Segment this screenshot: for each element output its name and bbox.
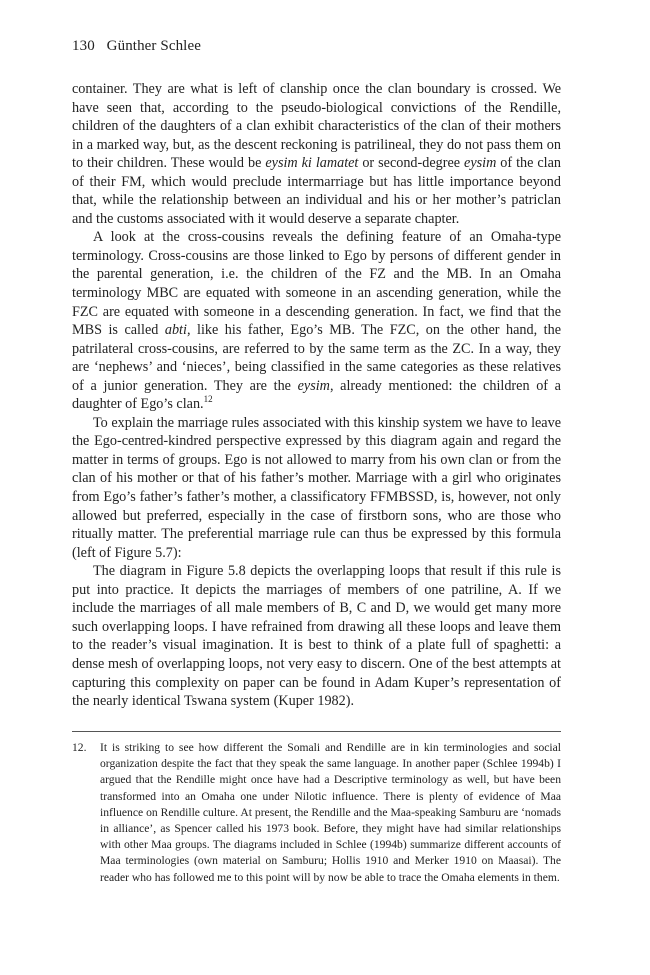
text-run: container. They are what is left of clanship once the clan boundary is crossed. We have seen that, according to the pseudo-biological convictions of the Rendille, children of the daughters of a clan exhibit characteristics of the clan of their mothers in a marked way, but, as the descent reckoning is patrilineal, they do not pass them on to their children. These would be xyxy=(72,81,561,172)
footnote-number: 12. xyxy=(72,741,87,754)
text-run: To explain the marriage rules associated with this kinship system we have to leave the Ego-centred-kindred perspective expressed by this diagram again and regard the matter in terms of groups. Ego is not allowed to marry from his own clan or from the clan of his mother or that of his father’s mother. Marriage with a girl who originates from Ego’s father’s father’s mother, a classificatory FFMBSSD, is, however, not only allowed but preferred, especially in the case of firstborn sons, who are those who ritually matter. The preferential marriage rule can thus be expressed by this formula (left of Figure 5.7): xyxy=(72,414,561,561)
footnote-separator xyxy=(72,731,561,732)
footnote-12 xyxy=(72,740,561,886)
text-run: , like his father, Ego’s MB. The FZC, on the other hand, the patrilateral cross-cousins, are referred to by the same term as the ZC. In a way, they are ‘nephews’ and ‘nieces’, being classified in the same categories as these relatives of a junior generation. They are the xyxy=(72,322,561,394)
footnote-reference: 12 xyxy=(203,394,213,405)
italic-term: abti xyxy=(164,322,187,339)
text-run: The diagram in Figure 5.8 depicts the overlapping loops that result if this rule is put into practice. It depicts the marriages of members of one patriline, A. If we include the marriages of all male members of B, C and D, we would get many more such overlapping loops. I have refrained from drawing all these loops and leave them to the reader’s visual imagination. It is best to think of a plate full of spaghetti: a dense mesh of overlapping loops, not very easy to discern. One of the best attempts at capturing this complexity on paper can be found in Adam Kuper’s representation of the nearly identical Tswana system (Kuper 1982). xyxy=(72,563,561,710)
body-paragraph xyxy=(72,414,561,562)
italic-term: eysim xyxy=(297,377,330,394)
text-run: , already mentioned: the children of a daughter of Ego’s clan. xyxy=(72,377,561,413)
italic-term: eysim xyxy=(464,155,497,172)
body-paragraph xyxy=(72,228,561,413)
body-paragraph xyxy=(72,80,561,228)
main-text xyxy=(72,80,561,711)
running-head-author: Günther Schlee xyxy=(106,38,201,54)
footnote-text: It is striking to see how different the Somali and Rendille are in kin terminologies and social organization despite the fact that they speak the same language. In another paper (Schlee 1994b) I argued that the Rendille might once have had a Descriptive terminology as well, but have been transformed into an Omaha one under Nilotic influence. There is plenty of evidence of Maa influence on Rendille culture. At present, the Rendille and the Maa-speaking Samburu are ‘nomads in alliance’, as Spencer called his 1973 book. Before, they might have had similar relationships with other Maa groups. The diagrams included in Schlee (1994b) summarize different accounts of Maa terminologies (own material on Samburu; Hollis 1910 and Merker 1910 on Maasai). The reader who has followed me to this point will by now be able to trace the Omaha elements in them. xyxy=(100,741,561,884)
running-header xyxy=(72,38,201,55)
text-run: A look at the cross-cousins reveals the defining feature of an Omaha-type terminology. Cross-cousins are those linked to Ego by persons of different gender in the parental generation, i.e. the children of the FZ and the MB. In an Omaha terminology MBC are equated with someone in an ascending generation, while the FZC are equated with someone in a descending generation. In fact, we find that the MBS is called xyxy=(72,229,561,339)
body-paragraph xyxy=(72,562,561,710)
text-run: of the clan of their FM, which would preclude intermarriage but has little importance beyond that, while the relationship between an individual and his or her mother’s patriclan and the customs associated with it would deserve a separate chapter. xyxy=(72,155,562,227)
page-number: 130 xyxy=(72,38,95,54)
text-run: or second-degree xyxy=(358,155,465,172)
italic-term: eysim ki lamatet xyxy=(265,155,359,172)
